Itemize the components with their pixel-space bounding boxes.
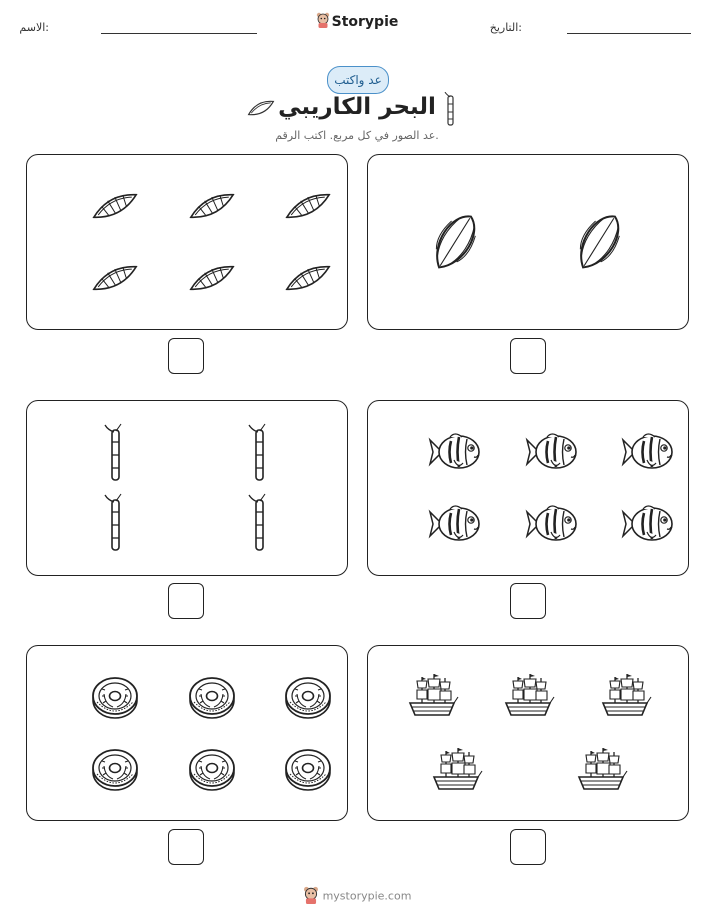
brand-logo: [0, 12, 714, 32]
footer: [0, 886, 714, 907]
canoe-icon: [89, 258, 141, 298]
canoe-icon: [282, 258, 334, 298]
name-line[interactable]: [101, 33, 257, 34]
date-line[interactable]: [567, 33, 691, 34]
date-label: التاريخ:: [489, 21, 522, 34]
answer-box-ships[interactable]: [510, 829, 546, 865]
fish-icon: [428, 501, 484, 547]
panel-cocoa-pods: [367, 154, 689, 330]
coin-icon: [187, 746, 237, 792]
panel-coins: [26, 645, 348, 821]
coin-icon: [283, 674, 333, 720]
brand-name: Storypie: [331, 14, 399, 30]
ship-icon: [406, 671, 458, 719]
ship-icon: [502, 671, 554, 719]
answer-box-fish[interactable]: [510, 583, 546, 619]
activity-badge: عد واكتب: [327, 66, 389, 94]
fish-icon: [525, 429, 581, 475]
canoe-icon: [282, 186, 334, 226]
bear-icon: [316, 12, 330, 32]
page-title: البحر الكاريبي: [278, 94, 436, 120]
fish-icon: [621, 429, 677, 475]
panel-sugarcane: [26, 400, 348, 576]
coin-icon: [187, 674, 237, 720]
ship-icon: [430, 745, 482, 793]
canoe-icon: [89, 186, 141, 226]
panel-canoes: [26, 154, 348, 330]
answer-box-coins[interactable]: [168, 829, 204, 865]
bear-icon: [303, 886, 319, 907]
footer-url: mystorypie.com: [322, 889, 412, 903]
sugarcane-icon: [103, 494, 127, 552]
instructions: عد الصور في كل مربع. اكتب الرقم.: [275, 129, 439, 142]
coin-icon: [283, 746, 333, 792]
fish-icon: [525, 501, 581, 547]
sugarcane-icon: [247, 494, 271, 552]
ship-icon: [599, 671, 651, 719]
answer-box-canoes[interactable]: [168, 338, 204, 374]
answer-box-sugarcane[interactable]: [168, 583, 204, 619]
ship-icon: [575, 745, 627, 793]
sugarcane-icon: [103, 424, 127, 482]
sugarcane-icon: [444, 92, 458, 130]
coin-icon: [90, 746, 140, 792]
canoe-icon: [186, 258, 238, 298]
cocoa-pod-icon: [425, 210, 485, 274]
coin-icon: [90, 674, 140, 720]
cocoa-pod-icon: [569, 210, 629, 274]
canoe-icon: [186, 186, 238, 226]
sugarcane-icon: [247, 424, 271, 482]
panel-fish: [367, 400, 689, 576]
fish-icon: [621, 501, 677, 547]
answer-box-cocoa-pods[interactable]: [510, 338, 546, 374]
fish-icon: [428, 429, 484, 475]
name-label: الاسم:: [19, 21, 49, 34]
